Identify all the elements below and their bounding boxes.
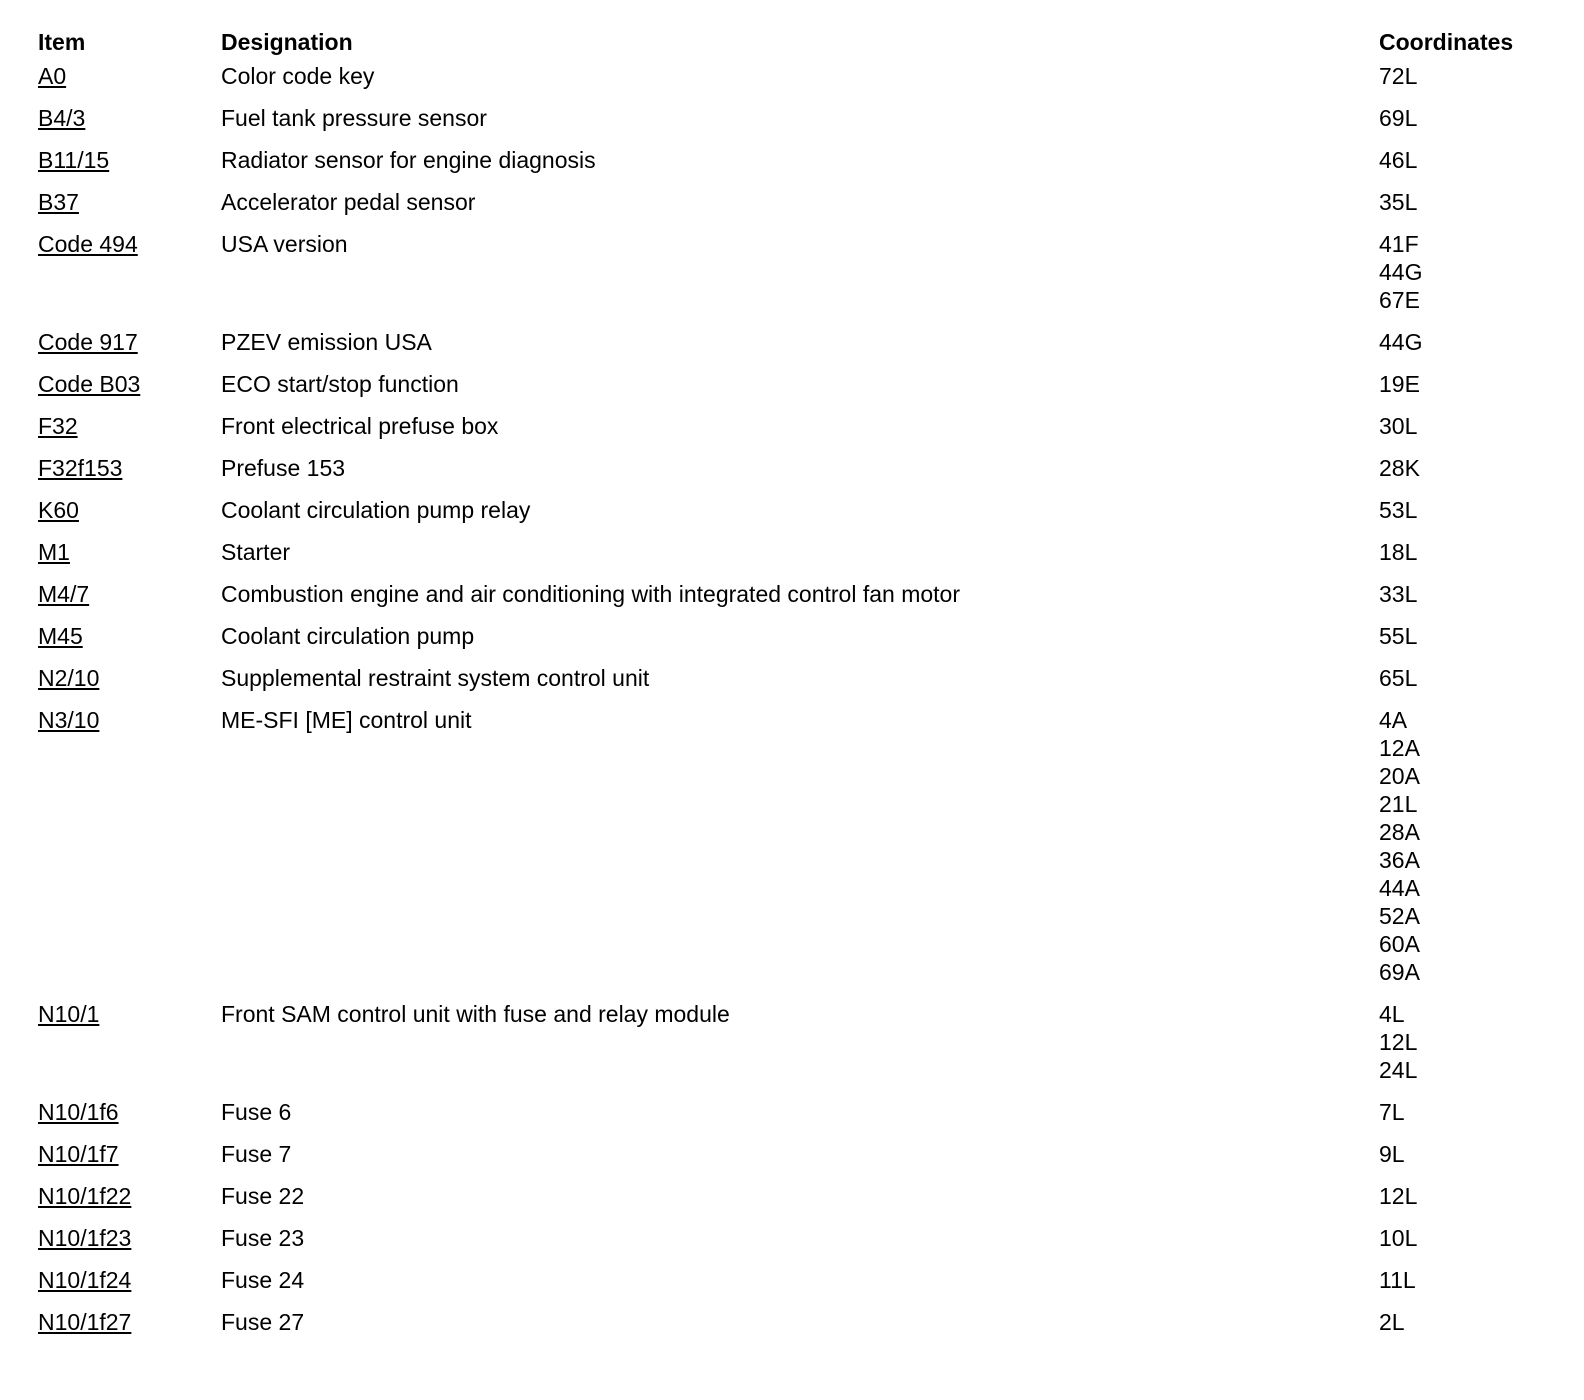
item-link[interactable]: A0 [38,63,67,89]
coordinates-cell [1379,230,1558,328]
item-cell [38,188,221,230]
coordinate-value: 44A [1379,875,1420,901]
table-row [38,1140,1558,1182]
coordinates-cell [1379,188,1558,230]
coordinate-value: 72L [1379,63,1418,89]
item-link[interactable]: N3/10 [38,707,100,733]
item-cell [38,1266,221,1308]
designation-cell: Combustion engine and air conditioning with integrated control fan motor [221,581,960,607]
header-coordinates: Coordinates [1379,29,1514,55]
table-row [38,62,1558,104]
coordinate-value: 9L [1379,1141,1405,1167]
coordinate-value: 28K [1379,455,1420,481]
designation-cell: Front electrical prefuse box [221,413,499,439]
coordinates-cell [1379,104,1558,146]
table-row [38,188,1558,230]
item-link[interactable]: N10/1f22 [38,1183,132,1209]
designation-cell: Fuse 24 [221,1267,305,1293]
item-cell [38,230,221,328]
item-link[interactable]: F32f153 [38,455,123,481]
header-designation: Designation [221,29,353,55]
item-cell [38,1308,221,1350]
coordinate-value: 28A [1379,819,1420,845]
coordinates-cell [1379,1140,1558,1182]
item-cell [38,1182,221,1224]
item-link[interactable]: N2/10 [38,665,100,691]
coordinates-cell [1379,454,1558,496]
coordinate-value: 52A [1379,903,1420,929]
coordinate-value: 33L [1379,581,1418,607]
item-cell [38,580,221,622]
table-row [38,104,1558,146]
coordinate-value: 10L [1379,1225,1418,1251]
coordinates-cell [1379,1224,1558,1266]
item-cell [38,496,221,538]
table-row [38,706,1558,1000]
designation-cell: Color code key [221,63,375,89]
table-row [38,412,1558,454]
coordinates-cell [1379,1308,1558,1350]
coordinate-value: 4A [1379,707,1408,733]
coordinate-value: 12A [1379,735,1420,761]
designation-cell: Fuse 7 [221,1141,292,1167]
item-link[interactable]: N10/1f27 [38,1309,132,1335]
designation-cell: Starter [221,539,291,565]
designation-cell: ME-SFI [ME] control unit [221,707,472,733]
coordinate-value: 11L [1379,1267,1416,1293]
item-link[interactable]: N10/1f23 [38,1225,132,1251]
coordinate-value: 53L [1379,497,1418,523]
item-cell [38,1098,221,1140]
item-cell [38,538,221,580]
table-row [38,1182,1558,1224]
coordinates-cell [1379,370,1558,412]
coordinates-cell [1379,706,1558,1000]
designation-cell: Supplemental restraint system control unit [221,665,650,691]
coordinate-value: 69L [1379,105,1418,131]
item-cell [38,664,221,706]
coordinate-value: 55L [1379,623,1418,649]
table-row [38,1000,1558,1098]
table-row [38,496,1558,538]
coordinate-value: 2L [1379,1309,1405,1335]
item-cell [38,62,221,104]
item-link[interactable]: Code 917 [38,329,138,355]
coordinates-cell [1379,1182,1558,1224]
coordinates-cell [1379,62,1558,104]
designation-cell: PZEV emission USA [221,329,432,355]
table-row [38,1266,1558,1308]
item-link[interactable]: Code 494 [38,231,138,257]
table-row [38,328,1558,370]
coordinate-value: 69A [1379,959,1420,985]
designation-cell: Fuse 6 [221,1099,292,1125]
designation-cell: Coolant circulation pump [221,623,475,649]
designation-cell: Radiator sensor for engine diagnosis [221,147,596,173]
coordinate-value: 41F [1379,231,1419,257]
coordinate-value: 67E [1379,287,1420,313]
item-link[interactable]: N10/1f6 [38,1099,119,1125]
item-cell [38,370,221,412]
table-row [38,538,1558,580]
designation-cell: Front SAM control unit with fuse and relay module [221,1001,730,1027]
item-cell [38,146,221,188]
table-row [38,1308,1558,1350]
component-legend-table [38,28,1558,1350]
coordinate-value: 12L [1379,1029,1418,1055]
coordinate-value: 35L [1379,189,1418,215]
designation-cell: Prefuse 153 [221,455,346,481]
coordinates-cell [1379,146,1558,188]
coordinates-cell [1379,1098,1558,1140]
designation-cell: Fuel tank pressure sensor [221,105,487,131]
coordinate-value: 18L [1379,539,1418,565]
item-cell [38,328,221,370]
header-item: Item [38,29,86,55]
item-cell [38,1000,221,1098]
coordinates-cell [1379,538,1558,580]
item-link[interactable]: M1 [38,539,70,565]
item-link[interactable]: B37 [38,189,79,215]
item-cell [38,104,221,146]
coordinates-cell [1379,1000,1558,1098]
item-cell [38,412,221,454]
coordinates-cell [1379,412,1558,454]
table-body [38,62,1558,1350]
table-row [38,454,1558,496]
item-link[interactable]: F32 [38,413,78,439]
item-link[interactable]: Code B03 [38,371,141,397]
coordinate-value: 46L [1379,147,1418,173]
item-link[interactable]: N10/1f24 [38,1267,132,1293]
coordinate-value: 12L [1379,1183,1418,1209]
designation-cell: Fuse 22 [221,1183,305,1209]
table-header [38,28,1558,62]
table-row [38,146,1558,188]
table-row [38,622,1558,664]
coordinate-value: 21L [1379,791,1418,817]
designation-cell: Accelerator pedal sensor [221,189,476,215]
item-link[interactable]: N10/1 [38,1001,100,1027]
table-row [38,1098,1558,1140]
coordinate-value: 65L [1379,665,1418,691]
designation-cell: Fuse 27 [221,1309,305,1335]
item-cell [38,1140,221,1182]
coordinate-value: 7L [1379,1099,1405,1125]
table-row [38,370,1558,412]
coordinates-cell [1379,580,1558,622]
item-cell [38,706,221,1000]
coordinate-value: 30L [1379,413,1418,439]
item-link[interactable]: N10/1f7 [38,1141,119,1167]
table-row [38,580,1558,622]
coordinate-value: 20A [1379,763,1420,789]
designation-cell: Fuse 23 [221,1225,305,1251]
item-link[interactable]: B11/15 [38,147,110,173]
coordinate-value: 44G [1379,259,1423,285]
coordinate-value: 4L [1379,1001,1405,1027]
designation-cell: ECO start/stop function [221,371,459,397]
table-row [38,664,1558,706]
coordinates-cell [1379,328,1558,370]
table-row [38,1224,1558,1266]
table-row [38,230,1558,328]
item-link[interactable]: B4/3 [38,105,86,131]
coordinate-value: 19E [1379,371,1420,397]
coordinates-cell [1379,664,1558,706]
coordinate-value: 60A [1379,931,1420,957]
header-row [38,28,1558,62]
coordinates-cell [1379,496,1558,538]
item-cell [38,1224,221,1266]
coordinate-value: 44G [1379,329,1423,355]
designation-cell: USA version [221,231,348,257]
item-link[interactable]: K60 [38,497,79,523]
item-cell [38,622,221,664]
coordinates-cell [1379,622,1558,664]
item-cell [38,454,221,496]
coordinate-value: 36A [1379,847,1420,873]
designation-cell: Coolant circulation pump relay [221,497,531,523]
coordinate-value: 24L [1379,1057,1418,1083]
item-link[interactable]: M4/7 [38,581,90,607]
coordinates-cell [1379,1266,1558,1308]
item-link[interactable]: M45 [38,623,83,649]
